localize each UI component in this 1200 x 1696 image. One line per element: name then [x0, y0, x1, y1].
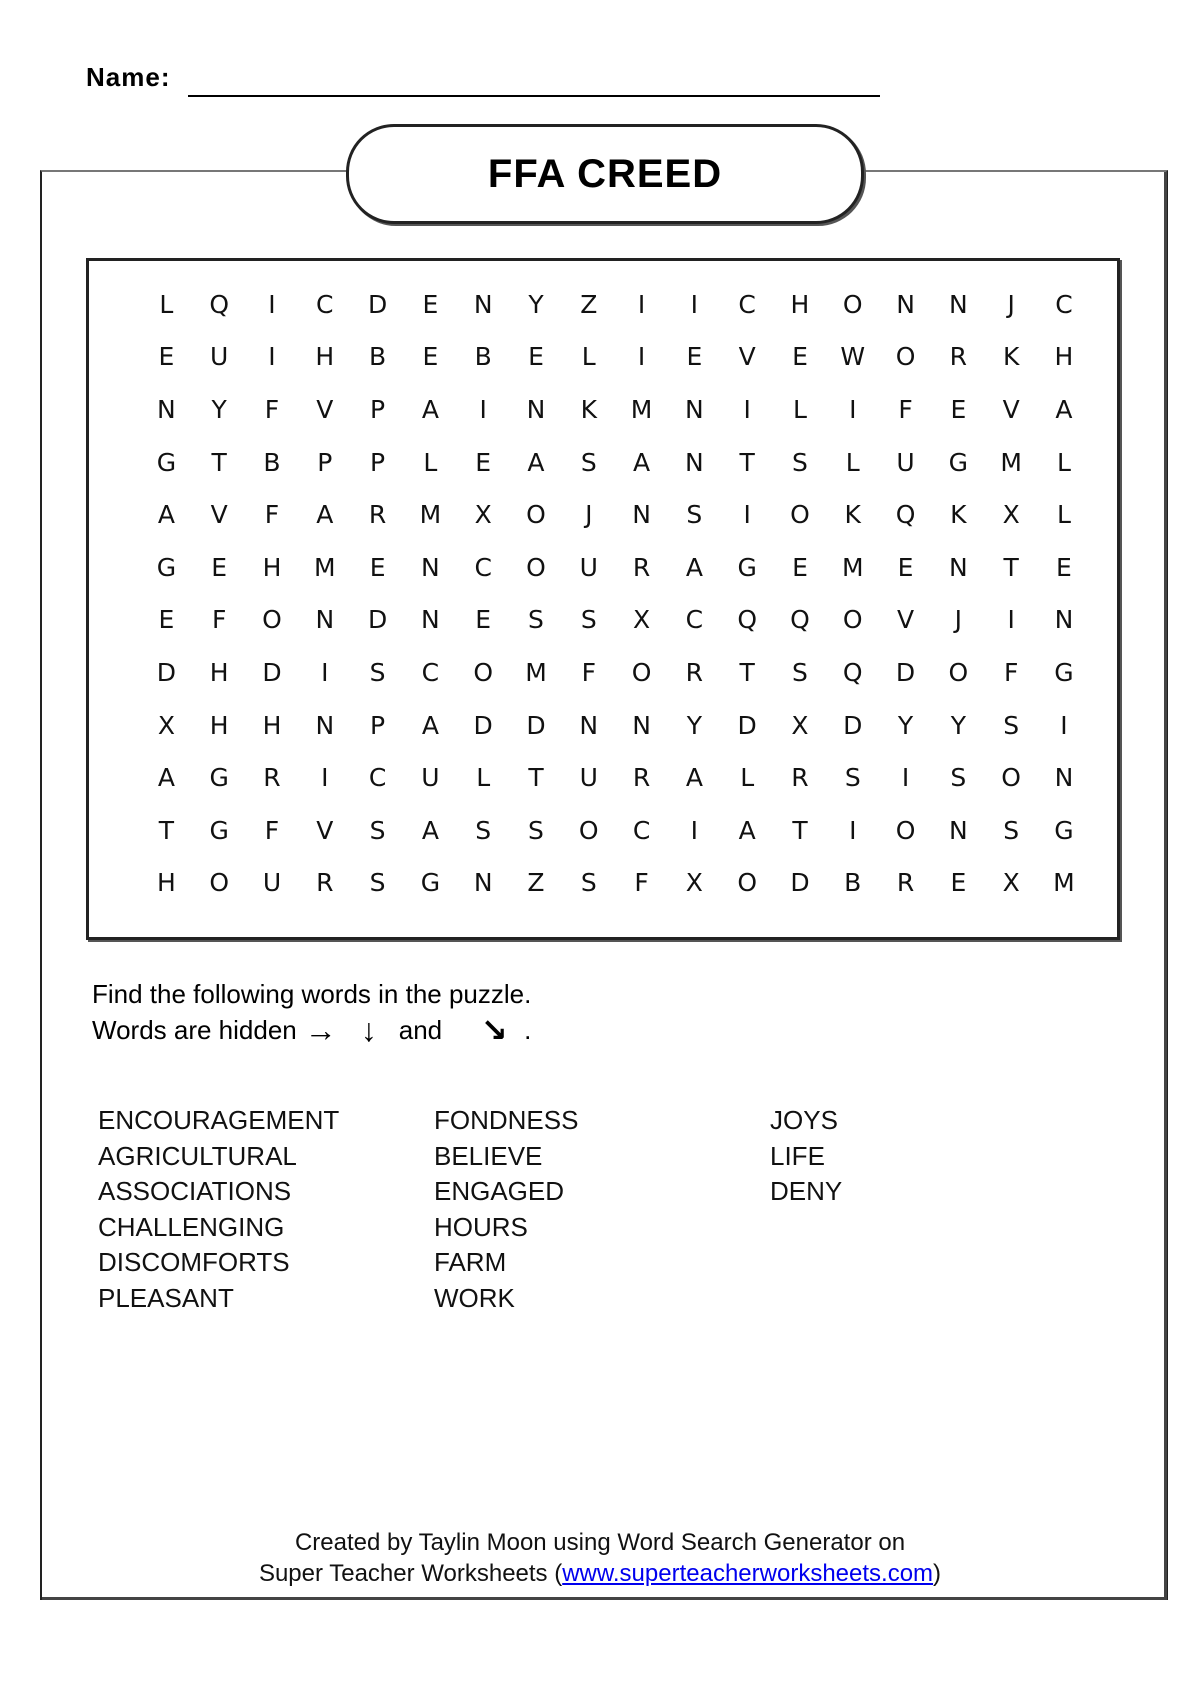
grid-cell: O [262, 605, 282, 635]
grid-cell: V [316, 394, 334, 424]
word-item: JOYS [770, 1105, 838, 1135]
grid-cell: D [156, 657, 177, 687]
grid-cell: R [316, 868, 334, 898]
grid-cell: E [528, 342, 544, 372]
grid-cell: R [896, 868, 915, 898]
grid-cell: O [1001, 763, 1021, 793]
grid-cell: N [1054, 763, 1074, 793]
grid-cell: W [840, 342, 866, 372]
grid-cell: S [1003, 710, 1020, 740]
grid-cell: O [790, 500, 810, 530]
instructions-and: and [398, 1015, 443, 1045]
grid-cell: G [1054, 657, 1074, 687]
grid-cell: I [268, 342, 276, 372]
grid-cell: N [315, 710, 335, 740]
footer-line1: Created by Taylin Moon using Word Search Generator on [294, 1529, 906, 1556]
word-list-col1 [98, 1103, 339, 1316]
grid-cell: O [631, 657, 652, 687]
grid-cell: N [949, 815, 968, 845]
arrow-down-icon: ↓ [360, 1012, 377, 1048]
grid-cell: E [475, 447, 492, 477]
grid-cell: E [792, 342, 808, 372]
word-list-col2 [434, 1103, 578, 1316]
grid-cell: F [898, 394, 913, 424]
grid-cell: D [737, 710, 757, 740]
grid-cell: G [737, 552, 757, 582]
grid-cell: I [690, 289, 699, 319]
grid-cell: I [849, 815, 857, 845]
grid-cell: M [1053, 868, 1075, 898]
grid-cell: E [158, 342, 175, 372]
grid-cell: C [632, 815, 651, 845]
grid-cell: U [210, 342, 229, 372]
grid-cell: D [895, 657, 916, 687]
grid-cell: B [369, 342, 387, 372]
grid-cell: T [739, 657, 755, 687]
grid-cell: V [897, 605, 915, 635]
grid-cell: R [632, 552, 651, 582]
grid-cell: N [632, 500, 651, 530]
grid-cell: M [419, 500, 442, 530]
word-item: AGRICULTURAL [98, 1140, 297, 1171]
grid-cell: L [581, 342, 596, 372]
grid-cell: S [950, 763, 967, 793]
grid-cell: E [369, 552, 386, 582]
grid-cell: Z [527, 868, 545, 898]
grid-cell: I [637, 342, 646, 372]
grid-cell: H [209, 657, 229, 687]
grid-cell: F [264, 815, 280, 845]
word-item: ENGAGED [434, 1176, 565, 1206]
grid-cell: N [579, 710, 599, 740]
grid-cell: X [1002, 868, 1020, 898]
grid-cell: A [157, 763, 175, 793]
grid-cell: E [158, 605, 175, 635]
grid-row [140, 436, 1090, 489]
grid-cell: N [157, 394, 176, 424]
name-underline [188, 95, 880, 97]
grid-cell: L [792, 394, 807, 424]
instructions [92, 976, 531, 1048]
grid-cell: F [581, 657, 596, 687]
grid-cell: S [369, 657, 386, 687]
grid-cell: I [268, 289, 276, 319]
grid-cell: D [526, 710, 546, 740]
grid-cell: I [743, 500, 751, 530]
instructions-line1: Find the following words in the puzzle. [92, 979, 532, 1009]
grid-cell: S [844, 763, 861, 793]
grid-cell: U [896, 447, 915, 477]
grid-cell: S [580, 868, 597, 898]
grid-cell: S [369, 868, 386, 898]
grid-cell: U [262, 868, 282, 898]
grid-cell: M [1000, 447, 1022, 477]
grid-cell: I [321, 657, 329, 687]
grid-cell: T [739, 447, 755, 477]
grid-cell: M [630, 394, 653, 424]
grid-cell: A [527, 447, 545, 477]
grid-cell: J [954, 605, 963, 635]
frame-shadow-bottom [42, 1597, 1167, 1600]
grid-cell: N [632, 710, 651, 740]
grid-cell: C [316, 289, 334, 319]
grid-cell: X [791, 710, 809, 740]
grid-cell: K [950, 500, 967, 530]
grid-cell: F [1003, 657, 1019, 687]
footer-line2-prefix: Super Teacher Worksheets ( [258, 1560, 563, 1587]
grid-row [140, 331, 1090, 384]
grid-cell: R [685, 657, 704, 687]
grid-cell: O [578, 815, 599, 845]
grid-cell: O [895, 342, 916, 372]
grid-cell: N [685, 394, 704, 424]
grid-cell: A [421, 815, 439, 845]
grid-cell: G [209, 763, 229, 793]
grid-cell: S [528, 605, 544, 635]
footer-line2-suffix: ) [933, 1560, 942, 1587]
grid-cell: G [209, 815, 229, 845]
grid-cell: G [948, 447, 969, 477]
grid-cell: E [950, 394, 967, 424]
grid-cell: A [316, 500, 334, 530]
footer-line2 [0, 1558, 1200, 1589]
grid-cell: E [686, 342, 703, 372]
grid-cell: E [792, 552, 808, 582]
grid-cell: H [1054, 342, 1074, 372]
grid-cell: X [474, 500, 492, 530]
word-item: WORK [434, 1282, 515, 1313]
grid-cell: S [369, 815, 386, 845]
grid-cell: O [842, 605, 863, 635]
grid-row [140, 488, 1090, 541]
grid-cell: O [895, 815, 916, 845]
word-item: FARM [434, 1247, 507, 1277]
grid-cell: F [212, 605, 227, 635]
grid-cell: J [585, 500, 593, 530]
grid-cell: L [1056, 447, 1071, 477]
grid-cell: H [790, 289, 810, 319]
grid-cell: I [901, 763, 910, 793]
grid-cell: B [844, 868, 862, 898]
grid-cell: Z [580, 289, 598, 319]
grid-cell: O [473, 657, 494, 687]
grid-cell: U [579, 552, 598, 582]
footer [0, 1527, 1200, 1589]
grid-cell: Q [895, 500, 916, 530]
grid-cell: V [316, 815, 334, 845]
grid-cell: T [1003, 552, 1019, 582]
grid-cell: T [211, 447, 227, 477]
grid-cell: O [842, 289, 863, 319]
grid-cell: G [156, 447, 177, 477]
grid-cell: E [1056, 552, 1072, 582]
grid-cell: C [368, 763, 387, 793]
frame-shadow-right [1164, 172, 1167, 1600]
grid-cell: S [792, 657, 808, 687]
grid-cell: L [740, 763, 755, 793]
grid-cell: A [1055, 394, 1073, 424]
word-list-col3 [770, 1103, 842, 1210]
grid-cell: I [690, 815, 699, 845]
grid-cell: C [685, 605, 704, 635]
grid-cell: A [685, 552, 703, 582]
grid-cell: A [421, 710, 439, 740]
word-item: BELIEVE [434, 1140, 543, 1171]
grid-cell: E [950, 868, 967, 898]
grid-row [140, 646, 1090, 699]
grid-cell: A [738, 815, 756, 845]
grid-cell: V [738, 342, 756, 372]
grid-cell: Y [528, 289, 544, 319]
grid-cell: R [791, 763, 809, 793]
grid-cell: H [156, 868, 176, 898]
grid-cell: Y [897, 710, 914, 740]
letter-grid [140, 278, 1090, 909]
grid-cell: I [321, 763, 329, 793]
grid-row [140, 857, 1090, 910]
grid-cell: G [1054, 815, 1074, 845]
grid-cell: I [1007, 605, 1015, 635]
grid-row [140, 594, 1090, 647]
grid-cell: H [209, 710, 229, 740]
grid-cell: N [421, 605, 440, 635]
grid-cell: U [579, 763, 598, 793]
word-item: ASSOCIATIONS [98, 1176, 292, 1206]
grid-cell: C [738, 289, 756, 319]
grid-cell: T [158, 815, 175, 845]
word-item: PLEASANT [98, 1282, 234, 1313]
grid-cell: C [474, 552, 492, 582]
grid-cell: Q [737, 605, 757, 635]
grid-cell: H [315, 342, 335, 372]
grid-cell: I [849, 394, 857, 424]
grid-cell: F [264, 500, 280, 530]
grid-cell: E [422, 289, 439, 319]
grid-cell: N [949, 552, 968, 582]
grid-cell: N [473, 868, 493, 898]
grid-cell: O [948, 657, 969, 687]
grid-cell: S [528, 815, 544, 845]
grid-cell: S [686, 500, 703, 530]
grid-cell: M [841, 552, 864, 582]
grid-cell: L [845, 447, 860, 477]
grid-cell: T [792, 815, 808, 845]
grid-cell: P [370, 710, 386, 740]
grid-cell: E [475, 605, 492, 635]
name-label: Name: [86, 62, 171, 92]
grid-cell: X [633, 605, 651, 635]
grid-cell: A [685, 763, 703, 793]
grid-row [140, 383, 1090, 436]
grid-cell: R [949, 342, 968, 372]
grid-cell: S [580, 605, 597, 635]
word-item: HOURS [434, 1211, 528, 1242]
grid-cell: P [317, 447, 333, 477]
grid-cell: D [367, 605, 388, 635]
grid-cell: L [423, 447, 438, 477]
grid-cell: P [370, 447, 386, 477]
grid-cell: N [473, 289, 493, 319]
grid-cell: Q [842, 657, 863, 687]
instructions-period: . [524, 1015, 532, 1045]
title-banner [346, 124, 864, 224]
grid-cell: A [421, 394, 439, 424]
instructions-line2 [92, 1012, 531, 1048]
grid-cell: F [264, 394, 280, 424]
grid-cell: Q [209, 289, 230, 319]
grid-cell: X [157, 710, 175, 740]
grid-cell: C [421, 657, 440, 687]
grid-cell: K [580, 394, 597, 424]
grid-cell: G [420, 868, 441, 898]
grid-row [140, 541, 1090, 594]
footer-link[interactable]: www.superteacherworksheets.com [562, 1560, 934, 1587]
grid-cell: K [1002, 342, 1020, 372]
grid-cell: L [476, 763, 491, 793]
grid-cell: F [634, 868, 649, 898]
grid-cell: T [528, 763, 544, 793]
grid-cell: R [368, 500, 387, 530]
grid-cell: Y [950, 710, 966, 740]
grid-cell: O [209, 868, 230, 898]
grid-cell: N [949, 289, 968, 319]
grid-cell: L [1056, 500, 1071, 530]
grid-row [140, 278, 1090, 331]
grid-cell: X [685, 868, 703, 898]
page-title: FFA CREED [487, 151, 723, 196]
grid-cell: E [422, 342, 439, 372]
grid-cell: N [421, 552, 440, 582]
grid-cell: C [1055, 289, 1073, 319]
grid-cell: N [685, 447, 704, 477]
grid-cell: S [475, 815, 492, 845]
grid-cell: D [367, 289, 388, 319]
grid-cell: E [897, 552, 914, 582]
grid-cell: V [1002, 394, 1020, 424]
grid-row [140, 751, 1090, 804]
grid-cell: B [474, 342, 492, 372]
grid-cell: S [792, 447, 808, 477]
arrow-right-icon: → [304, 1012, 337, 1048]
grid-cell: N [526, 394, 546, 424]
word-item: CHALLENGING [98, 1211, 285, 1242]
grid-cell: H [262, 552, 282, 582]
arrow-diagonal-icon: ↘ [480, 1012, 508, 1048]
grid-cell: I [637, 289, 646, 319]
grid-cell: E [211, 552, 228, 582]
grid-cell: N [315, 605, 335, 635]
grid-cell: I [479, 394, 487, 424]
grid-cell: Q [790, 605, 810, 635]
grid-cell: R [632, 763, 651, 793]
grid-cell: V [210, 500, 228, 530]
grid-cell: O [737, 868, 757, 898]
grid-cell: L [159, 289, 174, 319]
grid-cell: O [526, 500, 546, 530]
word-item: ENCOURAGEMENT [98, 1105, 340, 1135]
grid-cell: N [1054, 605, 1074, 635]
grid-cell: M [525, 657, 547, 687]
grid-cell: X [1002, 500, 1020, 530]
grid-cell: D [790, 868, 810, 898]
grid-cell: O [526, 552, 546, 582]
grid-cell: S [580, 447, 597, 477]
word-item: FONDNESS [434, 1105, 579, 1135]
word-item: DISCOMFORTS [98, 1247, 290, 1277]
grid-row [140, 699, 1090, 752]
grid-cell: I [743, 394, 751, 424]
grid-cell: Y [211, 394, 227, 424]
grid-cell: H [262, 710, 282, 740]
grid-cell: M [314, 552, 336, 582]
grid-cell: I [1060, 710, 1068, 740]
grid-cell: B [263, 447, 281, 477]
grid-cell: K [844, 500, 861, 530]
grid-row [140, 804, 1090, 857]
grid-cell: A [633, 447, 651, 477]
word-item: LIFE [770, 1140, 825, 1171]
grid-cell: N [896, 289, 915, 319]
grid-cell: Y [686, 710, 702, 740]
grid-cell: S [1003, 815, 1020, 845]
grid-cell: D [843, 710, 863, 740]
word-item: DENY [770, 1176, 843, 1206]
grid-cell: D [473, 710, 493, 740]
grid-cell: U [421, 763, 440, 793]
grid-cell: P [370, 394, 386, 424]
grid-cell: R [263, 763, 281, 793]
grid-cell: D [262, 657, 282, 687]
instructions-prefix: Words are hidden [92, 1015, 297, 1045]
grid-cell: G [156, 552, 177, 582]
grid-cell: J [1007, 289, 1015, 319]
grid-cell: A [157, 500, 175, 530]
